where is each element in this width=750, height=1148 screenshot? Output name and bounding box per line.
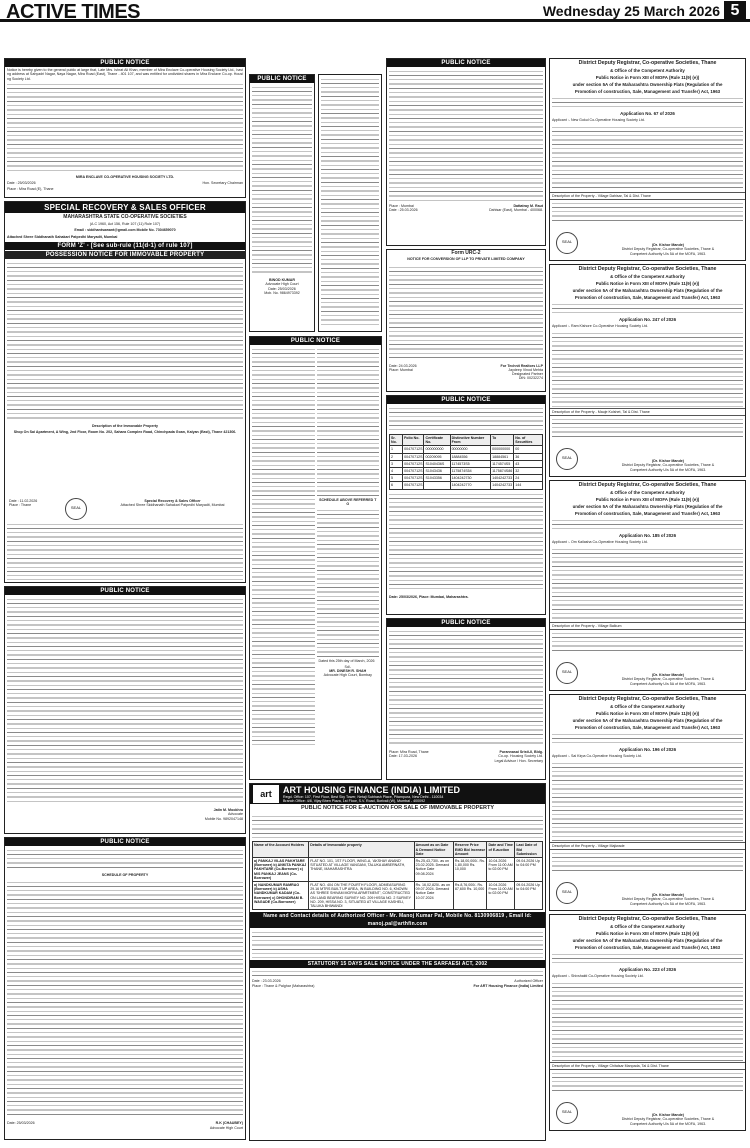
applicant-name: Applicant :- Om Kailasha Co-Operative Housing Society Ltd. <box>552 540 648 545</box>
registrar-address-text <box>552 302 743 316</box>
share-table-header: To <box>491 435 514 446</box>
notice-mira-enclave <box>4 58 246 198</box>
sign-label: Sd/- <box>344 664 352 669</box>
advocate-role: Advocate High Court, Bombay <box>323 673 372 678</box>
authorized-contact: Name and Contact details of Authorized Officer - Mr. Manoj Kumar Pal, Mobile No. 8130906819 , Email Id: manoj.pal@arthfin.com <box>250 912 545 928</box>
property-description: Description of the Property - Village Majiwade <box>550 842 745 850</box>
registrar-body-text <box>552 547 743 621</box>
registrar-address-text <box>552 952 743 966</box>
share-table-header: Folio No. <box>403 435 424 446</box>
company-sign: For Technit Realtors LLP <box>500 363 543 368</box>
property-desc-title: Description of the Immovable Property <box>91 423 159 428</box>
notice-body-text-col1 <box>252 347 315 747</box>
auction-table-header: Name of the Account Holders <box>253 842 309 858</box>
terms-text <box>252 930 543 958</box>
advocate-role: Advocate High Court <box>265 282 299 287</box>
table-cell: 3 <box>390 460 403 467</box>
registrar-header-line: & Office of the Competent Authority <box>610 68 685 73</box>
seal-stamp: SEAL <box>65 498 87 520</box>
advocate-name: Jatin M. Mookhra <box>213 808 243 812</box>
table-cell: 00209095 <box>424 453 450 460</box>
registrar-header-line: Promotion of construction, Sale, Management and Transfer) Act, 1963 <box>574 725 721 730</box>
officer-sign: Authorized Officer <box>514 979 543 984</box>
officer-sign: Special Recovery & Sales Officer <box>144 499 201 503</box>
partner-role: Designated Partner <box>512 372 543 377</box>
registrar-body-text <box>552 981 743 1061</box>
registrar-notice <box>549 480 746 691</box>
notice-heading: PUBLIC NOTICE <box>250 337 381 345</box>
registrar-header-line: under section 5A of the Maharashtra Ownership Flats (Regulation of the <box>572 504 723 509</box>
notice-body-text <box>7 82 243 174</box>
table-row <box>253 882 543 910</box>
signature-line: (Dr. Kishor Mande) <box>652 893 684 898</box>
registrar-header-line: & Office of the Competent Authority <box>610 274 685 279</box>
company-name: ART HOUSING FINANCE (INDIA) LIMITED <box>283 785 460 795</box>
possession-date: Date : 11.02.2026 <box>9 499 38 503</box>
table-cell: 000000000 <box>424 446 450 453</box>
application-number: Application No. 67 of 2026 <box>620 111 675 116</box>
advocate-address: Dahisar (East), Mumbai - 400068. <box>489 208 543 213</box>
registrar-header-line: Public Notice in Form XIII of MOFA (Rule 11(9) (e)) <box>595 711 700 716</box>
notice-heading: PUBLIC NOTICE <box>250 75 314 83</box>
notice-share-certificates <box>386 395 546 615</box>
registrar-header-line: District Deputy Registrar, Co-operative Societies, Thane <box>578 60 717 66</box>
notice-heading: PUBLIC NOTICE <box>5 59 245 67</box>
notice-date: Date : 23.03.2026 <box>252 979 281 984</box>
table-cell: 1 <box>390 446 403 453</box>
notice-date: Date: 25/03/2026 <box>7 1121 35 1126</box>
seal-stamp: SEAL <box>556 1102 578 1124</box>
application-number: Application No. 223 of 2026 <box>618 967 677 972</box>
auction-table-header: Amount as on Date & Demand Notice Date <box>414 842 453 858</box>
notice-sign: Hon. Secretary Chairman <box>202 181 243 186</box>
notice-binod-kumar <box>249 74 315 332</box>
table-cell: 1174574S5 <box>491 460 514 467</box>
table-cell: 24 <box>514 475 543 482</box>
table-cell: 00470712S <box>404 447 423 452</box>
notice-purannasai <box>386 618 546 780</box>
notice-date: Date: 25/03/2026 <box>268 286 296 291</box>
table-row <box>390 460 543 467</box>
advocate-name: MR. DINESH R. SHAH <box>329 669 367 674</box>
share-table-header: Distinctive Number From <box>450 435 491 446</box>
seal-stamp: SEAL <box>556 662 578 684</box>
society-sign2: Co-op. Housing Society Ltd. <box>498 754 543 759</box>
advocate-name: BINOD KUMAR <box>269 278 295 282</box>
notice-date: Dated this 25th day of March, 2026 <box>318 658 375 663</box>
registrar-header-line: Promotion of construction, Sale, Management and Transfer) Act, 1963 <box>574 511 721 516</box>
signature-line: District Deputy Registrar, Co-operative Societies, Thane & <box>621 1117 715 1122</box>
masthead <box>0 0 750 22</box>
table-row <box>390 475 543 482</box>
possession-place: Place : Thane <box>9 503 32 508</box>
notice-body-text <box>389 265 543 361</box>
registrar-header-line: & Office of the Competent Authority <box>610 704 685 709</box>
advocate-name: R.K (CHAUBEY) <box>215 1121 243 1126</box>
notice-lead: Notice is hereby given to the general public at large that, Late Mrs. Ishrat Ali Khan, member of Mira Enclave Co-operative Housing Society Ltd., having address at Sahyadri Nagar, Naya Nagar, Mira Road (East), Thane - 401 107, and was entitled for undivided shares in Mira Enclave Co-op. Housing Society Ltd. <box>7 68 243 81</box>
table-row <box>390 482 543 489</box>
registrar-address-text <box>552 732 743 746</box>
schedule-title: SCHEDULE OF PROPERTY <box>101 873 149 877</box>
table-cell: a) PANKAJ VILAS PAKHTARE (Borrower) b) ANKITA PANKAJ PAKHTARE (Co-Borrower) c) M/S PANKAJ JEANS (Co-Borrower) <box>253 858 309 882</box>
table-cell: 4 <box>390 468 403 475</box>
registrar-header-line: Public Notice in Form XIII of MOFA (Rule 11(9) (e)) <box>595 281 700 286</box>
registrar-header-line: Promotion of construction, Sale, Management and Transfer) Act, 1963 <box>574 945 721 950</box>
applicant-name: Applicant :- Shivshakti Co-Operative Housing Society Ltd. <box>552 974 644 979</box>
table-cell: Rs.8,76,000/- Rs. 87,600 Rs. 10,000 <box>453 882 487 910</box>
table-cell: 1404242733 <box>492 476 513 481</box>
signature-line: Competent Authority U/s 5A of the MOFA, 1963. <box>629 251 707 256</box>
notice-place: Place : Mira Road (E), Thane <box>7 187 54 192</box>
schedule-title: SCHEDULE ABOVE REFERRED TO <box>319 498 377 507</box>
table-cell: 00470712S <box>404 461 423 466</box>
table-cell: 1175874S54 <box>450 468 491 475</box>
registrar-header-line: & Office of the Competent Authority <box>610 490 685 495</box>
company-sign: For ART Housing Finance (India) Limited <box>473 983 543 988</box>
notice-footer-society: MIRA ENCLAVE CO-OPERATIVE HOUSING SOCIETY LTD. <box>75 174 175 179</box>
table-cell: 144 <box>514 482 543 489</box>
share-table-header: Sr. No. <box>390 435 403 446</box>
registrar-body-text <box>552 761 743 841</box>
form-z-heading: FORM 'Z' - [See sub-rule (11(d-1) of rule 107] <box>5 242 245 250</box>
partner-name: Jaydeep Vinod Mehta <box>508 367 543 372</box>
table-cell: 00470712S <box>404 483 423 488</box>
notice-heading: PUBLIC NOTICE <box>387 396 545 404</box>
registrar-footer-text <box>552 201 743 223</box>
recovery-extra-text <box>7 522 243 580</box>
notice-dinesh-shah <box>249 336 382 780</box>
table-row <box>390 453 543 460</box>
advocate-role: Advocate <box>228 812 243 817</box>
applicant-name: Applicant :- Ram Kishore Co-Operative Housing Society Ltd. <box>552 324 649 329</box>
registrar-header-line: & Office of the Competent Authority <box>610 924 685 929</box>
advocate-role: Advocate High Court <box>209 1125 243 1130</box>
table-cell: 000000000 <box>491 446 514 453</box>
table-cell: FLAT NO. 101, 1ST FLOOR, WING-A, 'AKSHAY ANAND' SITUATED AT VILLAGE VANGANI, TALUKA AMBERNATH, THANE, MAHARASHTRA <box>309 858 414 882</box>
registrar-body-text <box>552 125 743 191</box>
signature-line: (Dr. Kishor Mande) <box>652 673 684 678</box>
auction-table-header: Reserve Price EMD Bid Increase Amount <box>454 843 486 856</box>
registrar-notice <box>549 264 746 477</box>
notice-advocate-mookhra <box>4 586 246 834</box>
table-cell: Rs.25,43,730/- as on 23.02.2025. Demand Notice Date 09.08.2024 <box>414 858 453 882</box>
notice-intro-text <box>7 848 243 870</box>
table-cell: 18884561 <box>491 453 514 460</box>
statutory-text <box>252 969 543 977</box>
table-cell: 00470712S <box>404 469 423 474</box>
table-cell: 00470712S <box>404 454 423 459</box>
notice-footer: Date: 25/03/2026, Place: Mumbai, Maharashtra. <box>389 594 469 599</box>
possession-body-text <box>7 261 243 421</box>
advocate-mobile: Mob. No. 9864973392 <box>264 290 300 295</box>
registrar-signature <box>593 458 743 473</box>
page-number: 5 <box>724 1 746 21</box>
right-column-notices <box>549 58 746 1142</box>
registrar-header-line: Promotion of construction, Sale, Management and Transfer) Act, 1963 <box>574 89 721 94</box>
form-subtitle: NOTICE FOR CONVERSION OF LLP TO PRIVATE LIMITED COMPANY <box>407 257 525 262</box>
signature-line: (Dr. Kishor Mande) <box>652 243 684 248</box>
registrar-header-line: under section 5A of the Maharashtra Ownership Flats (Regulation of the <box>572 82 723 87</box>
table-cell: 5 <box>390 475 403 482</box>
table-cell: 32 <box>514 468 543 475</box>
table-cell <box>424 482 450 489</box>
table-cell: 1404242770 <box>450 482 491 489</box>
signature-line: Competent Authority U/s 5A of the MOFA, 1963. <box>629 681 707 686</box>
property-desc: Shop On Sai Apartment, A Wing, 2nd Floor, Room No. 202, Sahara Complex Road, Chinchpada Goan, Kalyan (East), Thane 421306. <box>13 430 237 435</box>
registrar-footer-text <box>552 1071 743 1093</box>
table-cell: 1404242733 <box>492 483 513 488</box>
registrar-footer-text <box>552 417 743 439</box>
table-cell: 10.04.2026 From 11:00 AM to 02:00 PM <box>487 858 515 882</box>
property-description: Description of the Property - Village Chitalsar Manpada, Tal & Dist. Thane <box>550 1062 745 1070</box>
registrar-address-text <box>552 96 743 110</box>
partner-din: DIN: 00232274 <box>518 376 543 381</box>
notice-date: Date: 17-03-2026 <box>389 754 417 759</box>
table-cell: 1404242730 <box>450 475 491 482</box>
recovery-attached: Attached Shree Siddhanath Sahakari Patpedhi Maryadit, Mumbai <box>7 234 118 239</box>
auction-table-header: Date and Time of E-auction <box>487 842 515 858</box>
table-cell: S1040436S <box>424 460 450 467</box>
statutory-title: STATUTORY 15 DAYS SALE NOTICE UNDER THE SARFAESI ACT, 2002 <box>250 960 545 968</box>
signature-line: (Dr. Kishor Mande) <box>652 1113 684 1118</box>
auction-table <box>252 841 543 910</box>
advocate-mobile: Mobile No. 9892047148 <box>204 816 243 821</box>
signature-line: Competent Authority U/s 5A of the MOFA, 1963. <box>629 467 707 472</box>
recovery-officer-notice <box>4 201 246 583</box>
registrar-signature <box>593 242 743 257</box>
notice-body-text <box>389 492 543 592</box>
notice-heading: PUBLIC NOTICE <box>387 59 545 67</box>
table-cell: 09.04.2026 Up to 04:00 PM <box>515 882 543 910</box>
registrar-header-line: Public Notice in Form XIII of MOFA (Rule 11(9) (e)) <box>595 75 700 80</box>
table-cell: 43 <box>514 460 543 467</box>
application-number: Application No. 196 of 2026 <box>618 747 677 752</box>
notice-urc2 <box>386 249 546 392</box>
table-cell: S1043436 <box>424 468 450 475</box>
table-cell: 10.04.2026 From 11:00 AM to 02:00 PM <box>487 882 515 910</box>
table-cell: 00470712S <box>404 476 423 481</box>
table-cell: FLAT NO. 404 ON THE FOURTH FLOOR, ADMEASURING 29.16 MTRS BUILT UP AREA, IN BUILDING NO. 6, KNOWN AS 'SHREE SHIVAM MORYA APARTMENT', CONSTRUCTED ON LAND BEARING SURVEY NO. 209 HISSA NO. 2 SURVEY NO. 209, HISSA NO. 3, SITUATED AT VILLAGE KASHELI, TALUKA BHIWANDI <box>309 882 414 910</box>
recovery-email: Email : siddhantsawant@gmail.com Mobile No. 7304659070 <box>74 228 176 233</box>
notice-heading: PUBLIC NOTICE <box>5 587 245 595</box>
registrar-signature <box>593 672 743 687</box>
notice-body-text <box>252 85 312 275</box>
notice-intro-text <box>389 406 543 432</box>
registrar-header-line: District Deputy Registrar, Co-operative Societies, Thane <box>578 266 717 272</box>
notice-body-text <box>7 597 243 805</box>
form-title: Form URC-2 <box>451 250 481 256</box>
notice-heading: PUBLIC NOTICE <box>387 619 545 627</box>
issue-date: Wednesday 25 March 2026 <box>542 3 720 19</box>
notice-body-text <box>7 880 243 1118</box>
registrar-header-line: Public Notice in Form XIII of MOFA (Rule 11(9) (e)) <box>595 931 700 936</box>
registrar-header-line: under section 5A of the Maharashtra Ownership Flats (Regulation of the <box>572 718 723 723</box>
registrar-signature <box>593 892 743 907</box>
table-cell: 00000000 <box>450 446 491 453</box>
property-description: Description of the Property - Mauje Kolshet, Tal & Dist. Thane <box>550 408 745 416</box>
seal-stamp: SEAL <box>556 882 578 904</box>
table-cell: 36 <box>514 453 543 460</box>
signature-line: Competent Authority U/s 5A of the MOFA, 1963. <box>629 1121 707 1126</box>
registrar-header-line: District Deputy Registrar, Co-operative Societies, Thane <box>578 696 717 702</box>
table-cell: 09.04.2026 Up to 04:00 PM <box>515 858 543 882</box>
registrar-header-line: Public Notice in Form XIII of MOFA (Rule 11(9) (e)) <box>595 497 700 502</box>
recovery-act: (A.C 1960, Act 156, Rule 107 (11) Rule 107) <box>89 222 161 226</box>
property-description: Description of the Property - Village Balkum <box>550 622 745 630</box>
table-cell: 18884556 <box>450 453 491 460</box>
recovery-sub: MAHARASHTRA STATE CO-OPERATIVE SOCIETIES <box>63 214 187 220</box>
society-sign: Purannasai Sristi-II, Bldg. <box>499 750 543 754</box>
table-cell: Rs.18,00,000/- Rs. 1,80,000 Rs. 10,000 <box>453 858 487 882</box>
notice-body-text <box>389 629 543 747</box>
table-cell: a) NANDKUMAR RAMRAO (Borrower) b) ASHA NANDKUMAR KADAM (Co-Borrower) c) DHONDIRAM B. WAGADE (Co-Borrower) <box>253 882 309 910</box>
signature-line: District Deputy Registrar, Co-operative Societies, Thane & <box>621 677 715 682</box>
registrar-header-line: District Deputy Registrar, Co-operative Societies, Thane <box>578 482 717 488</box>
auction-table-header: Last Date of Bid Submission <box>515 842 543 858</box>
registrar-notice <box>549 694 746 911</box>
table-cell: 1175874S86 <box>492 469 513 474</box>
recovery-heading: SPECIAL RECOVERY & SALES OFFICER <box>5 202 245 213</box>
officer-attached: Attached Shree Siddhanath Sahakari Patpedhi Maryadit, Mumbai <box>120 503 225 508</box>
applicant-name: Applicant :- New Gokul Co-Operative Housing Society Ltd. <box>552 118 645 123</box>
seal-stamp: SEAL <box>556 448 578 470</box>
table-row <box>390 468 543 475</box>
notice-heading: PUBLIC NOTICE <box>5 838 245 846</box>
share-table <box>389 434 543 490</box>
registrar-signature <box>593 1112 743 1127</box>
table-row <box>253 858 543 882</box>
table-cell: 00 <box>514 446 543 453</box>
art-logo-icon: art <box>253 785 279 803</box>
schedule-text <box>317 508 380 658</box>
notice-place: Place: Mira Road, Thane <box>389 750 429 754</box>
application-number: Application No. 247 of 2026 <box>618 317 677 322</box>
registrar-address-text <box>552 518 743 532</box>
signature-line: (Dr. Kishor Mande) <box>652 459 684 464</box>
newspaper-title: ACTIVE TIMES <box>6 1 141 23</box>
registrar-header-line: Promotion of construction, Sale, Management and Transfer) Act, 1963 <box>574 295 721 300</box>
registrar-header-line: District Deputy Registrar, Co-operative Societies, Thane <box>578 916 717 922</box>
table-row <box>390 446 543 453</box>
notice-place: Place : Thane & Palghar (Maharashtra) <box>252 983 315 988</box>
notice-place: Place : Mumbai <box>389 204 414 208</box>
signature-line: District Deputy Registrar, Co-operative Societies, Thane & <box>621 463 715 468</box>
notice-body-text <box>389 69 543 201</box>
sale-intro-text <box>252 814 543 840</box>
applicant-name: Applicant :- Sai Kirpa Co-Operative Housing Society Ltd. <box>552 754 642 759</box>
table-cell: 6 <box>390 482 403 489</box>
registrar-header-line: under section 5A of the Maharashtra Ownership Flats (Regulation of the <box>572 938 723 943</box>
notice-date: Date: 24.03.2026 <box>389 363 417 368</box>
notice-shah-part1 <box>318 74 382 332</box>
table-cell: 1174573S5 <box>450 460 491 467</box>
notice-dattatray-raut <box>386 58 546 246</box>
table-cell: Rs. 16,02,825/- as on 09.07.2024. Demand Notice Date 10.07.2024 <box>414 882 453 910</box>
company-reg: Regd. Office: 107, First Floor, Best Sky Tower, Netaji Subhash Place, Pitampura, New Delhi - 110034 <box>283 795 444 799</box>
advocate-name: Dattatray M. Raut <box>513 204 543 208</box>
notice-place: Place: Mumbai <box>389 367 413 372</box>
notice-date: Date : 25/03/2026 <box>7 181 36 186</box>
registrar-body-text <box>552 331 743 407</box>
notice-date: Date : 25.03.2026 <box>389 208 418 213</box>
notice-schedule-property <box>4 837 246 1140</box>
share-table-header: Certificate No. <box>424 435 450 446</box>
application-number: Application No. 185 of 2026 <box>618 533 677 538</box>
notice-body-text-col2 <box>317 347 380 497</box>
seal-stamp: SEAL <box>556 232 578 254</box>
notice-body-text <box>321 77 379 327</box>
registrar-notice <box>549 58 746 261</box>
share-table-header: No. of Securities <box>514 435 543 446</box>
signature-line: District Deputy Registrar, Co-operative Societies, Thane & <box>621 247 715 252</box>
signature-line: District Deputy Registrar, Co-operative Societies, Thane & <box>621 897 715 902</box>
table-cell: S1043356 <box>424 475 450 482</box>
signature-line: Competent Authority U/s 5A of the MOFA, 1963. <box>629 901 707 906</box>
property-description: Description of the Property - Village Dahisar, Tal & Dist. Thane <box>550 192 745 200</box>
registrar-notice <box>549 914 746 1131</box>
possession-title: POSSESSION NOTICE FOR IMMOVABLE PROPERTY <box>5 251 245 259</box>
registrar-footer-text <box>552 631 743 653</box>
registrar-footer-text <box>552 851 743 873</box>
table-cell: 2 <box>390 453 403 460</box>
sale-title: PUBLIC NOTICE FOR E-AUCTION FOR SALE OF IMMOVABLE PROPERTY <box>300 805 494 812</box>
art-housing-notice <box>249 783 546 1141</box>
society-role: Legal Advisor / Hon. Secretary <box>494 758 543 763</box>
company-branch: Branch Office: 4/8, Vijay Bhen Plaza, 1st Floor, S.V. Road, Borivali (W), Mumbai - 400092 <box>283 799 426 804</box>
registrar-header-line: under section 5A of the Maharashtra Ownership Flats (Regulation of the <box>572 288 723 293</box>
auction-table-header: Details of Immovable property <box>309 842 414 858</box>
